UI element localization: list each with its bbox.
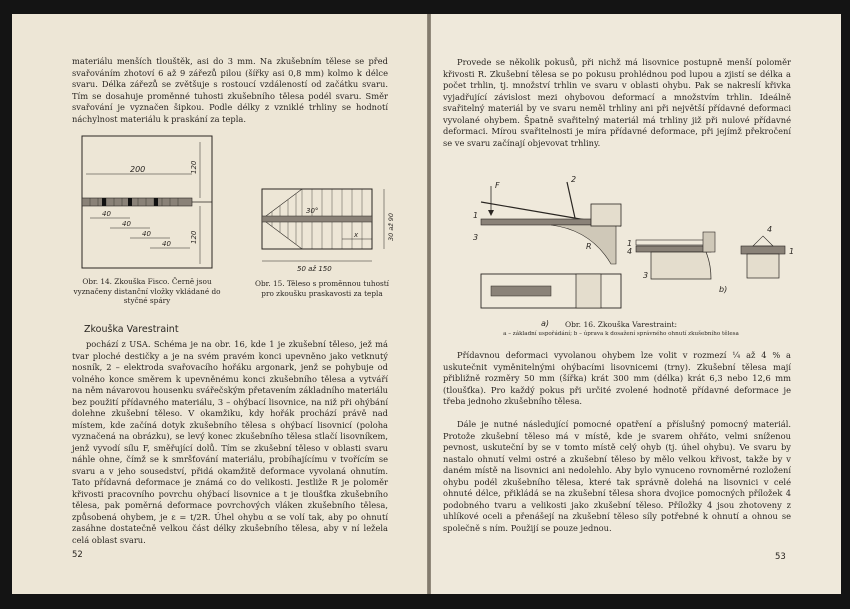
left-page <box>12 14 427 594</box>
fig15-dim-length: 50 až 150 <box>297 265 332 273</box>
fig16-label-R: R <box>586 242 592 251</box>
fig14-dim-40-a: 40 <box>102 210 111 218</box>
section-heading: Zkouška Varestraint <box>84 324 179 335</box>
fig16-label-1c: 1 <box>789 247 795 256</box>
body-paragraph: pochází z USA. Schéma je na obr. 16, kde 1 je zkušební těleso, jež má tvar ploché destičky a je na svém pravém konci upevněno jako vetknutý nosník, 2 – elektroda svařovacího hořáku argonark, jenž se pohybuje od volného konce směrem k upevněnému konci zkušebního tělesa a vytváří na něm návarovou housenku svářečským přetavením základního materiálu bez použití přídavného materiálu, 3 – ohýbací lisovnice, na niž při ohýbání dolehne zkušební těleso. V okamžiku, kdy hořák prochází právě nad místem, kde začíná dotyk zkušebního tělesa s ohýbací lisovnicí (poloha vyznačená na obrázku), se levý konec zkušebního tělesa stlačí lisovníkem, jenž vyvodí sílu F, směřující dolů. Tím se zkušební těleso v oblasti svaru náhle ohne, čímž se k smršťování materiálu, probíhajícímu v tvořícím se svaru a v jeho sousedství, přidá okamžitě deformace vyvolaná ohnutím. Tato přídavná deformace je známá co do velikosti. Jestliže R je poloměr křivosti pracovního povrchu ohýbací lisovnice a t je tloušťka zkušebního tělesa, pak poměrná deformace povrchových vláken zkušebního tělesa, způsobená ohybem, je ε = t/2R. Úhel ohybu α se volí tak, aby po ohnutí zasáhne dostatečně velkou část délky zkušebního tělesa, aby v ní ležela celá oblast svaru. <box>72 339 388 545</box>
figure-14-caption: Obr. 14. Zkouška Fisco. Černě jsou vyznačeny distanční vložky vkládané do styčné spáry <box>73 277 221 306</box>
figure-16-caption-title: Obr. 16. Zkouška Varestraint: <box>564 320 678 329</box>
fig16-label-3b: 3 <box>643 271 649 280</box>
fig16-label-a: a) <box>541 319 550 328</box>
fig14-dim-40-b: 40 <box>122 220 131 228</box>
figure-15-caption: Obr. 15. Těleso s proměnnou tuhostí pro zkoušku praskavosti za tepla <box>254 279 390 298</box>
fig16-label-2: 2 <box>571 175 577 184</box>
fig14-dim-120-top: 120 <box>190 160 198 174</box>
fig14-dim-120-bottom: 120 <box>190 230 198 244</box>
right-page <box>431 14 841 594</box>
figure-16a <box>473 175 621 328</box>
fig14-dim-200: 200 <box>130 165 146 174</box>
fig14-dim-40-d: 40 <box>162 240 171 248</box>
fig14-dim-40-c: 40 <box>142 230 151 238</box>
fig15-angle: 30° <box>306 207 319 215</box>
fig16-label-3a: 3 <box>473 233 479 242</box>
fig16-label-1a: 1 <box>473 211 479 220</box>
page-number-right: 53 <box>775 552 786 562</box>
figure-15-drawing <box>252 179 402 274</box>
fig16-label-1b: 1 <box>627 239 633 248</box>
fig15-dim-x: x <box>354 231 359 239</box>
page-number-left: 52 <box>72 550 83 560</box>
paragraph-3: Dále je nutné následující pomocné opatření a příslušný pomocný materiál. Protože zkušební těleso má v místě, kde je svarem ohřáto, velmi sníženou pevnost, uskuteční by se v tomto místě celý ohyb (tj. úhel ohybu). Ve svaru by nastalo ohnutí velmi ostré a zkušební těleso by mělo velkou křivost, takže by v daném místě na lisovnici ani nedolehlo. Aby bylo vynuceno rovnoměrné rozložení ohybu podél zkušebního tělesa, které tak správně dolehá na lisovnici v celé ohnuté délce, přikládá se na zkušební tělesa shora dvojice pomocných příložek 4 podobného tvaru a velikosti jako zkušební těleso. Příložky 4 jsou zhotoveny z uhlíkové oceli a přenášejí na zkušební těleso síly potřebné k ohnutí a ohnou se společně s ním. Použijí se pouze jednou. <box>443 419 791 533</box>
figure-16b <box>627 225 794 294</box>
figure-14-fisco-drawing <box>80 134 216 274</box>
figure-16-caption-detail: a – základní uspořádání; b – úprava k dosažení správného ohnutí zkušebního tělesa <box>503 331 739 337</box>
fig15-dim-height: 30 až 90 <box>387 212 395 241</box>
paragraph-2: Přídavnou deformaci vyvolanou ohybem lze volit v rozmezí ¼ až 4 % a uskutečnit vyměnitelnými ohýbacími lisovnicemi (trny). Zkušební tělesa mají přibližně rozměry 50 mm (šířka) krát 300 mm (délka) krát 6,3 nebo 12,6 mm (tloušťka). Pro každý pokus při určité zvolené hodnotě přídavné deformace je třeba jednoho zkušebního tělesa. <box>443 350 791 406</box>
fig16-label-b: b) <box>719 285 728 294</box>
fig16-label-4b: 4 <box>767 225 773 234</box>
paragraph-1: Provede se několik pokusů, při nichž má lisovnice postupně menší poloměr křivosti R. Zkušební tělesa se po pokusu prohlédnou pod lupou a zjistí se délka a počet trhlin, tj. množství trhlin ve svaru v oblasti ohybu. Pak se nakreslí křivka vyjadřující závislost mezi ohybovou deformací a množstvím trhlin. Ideálně svařitelný materiál by ve svaru neměl trhliny ani při největší přídavné deformaci vyvolané ohybem. Špatně svařitelný materiál má trhliny již při nulové přídavné deformaci. Mírou svařitelnosti je míra přídavné deformace, při jejímž překročení se ve svaru začínají objevovat trhliny. <box>443 57 791 148</box>
fig16-label-4a: 4 <box>627 247 633 256</box>
fig16-label-F: F <box>495 181 500 190</box>
intro-paragraph: materiálu menších tlouštěk, asi do 3 mm. Na zkušebním tělese se před svařováním zhotoví 6 až 9 zářezů pilou (šířky asi 0,8 mm) kolmo k délce svaru. Délka zářezů se zvětšuje s rostoucí vzdáleností od začátku svaru. Tím se dosahuje proměnné tuhosti zkušebního tělesa podél svaru. Směr svařování je vyznačen šipkou. Podle délky z vzniklé trhliny se hodnotí náchylnost materiálu k praskání za tepla. <box>72 56 388 124</box>
